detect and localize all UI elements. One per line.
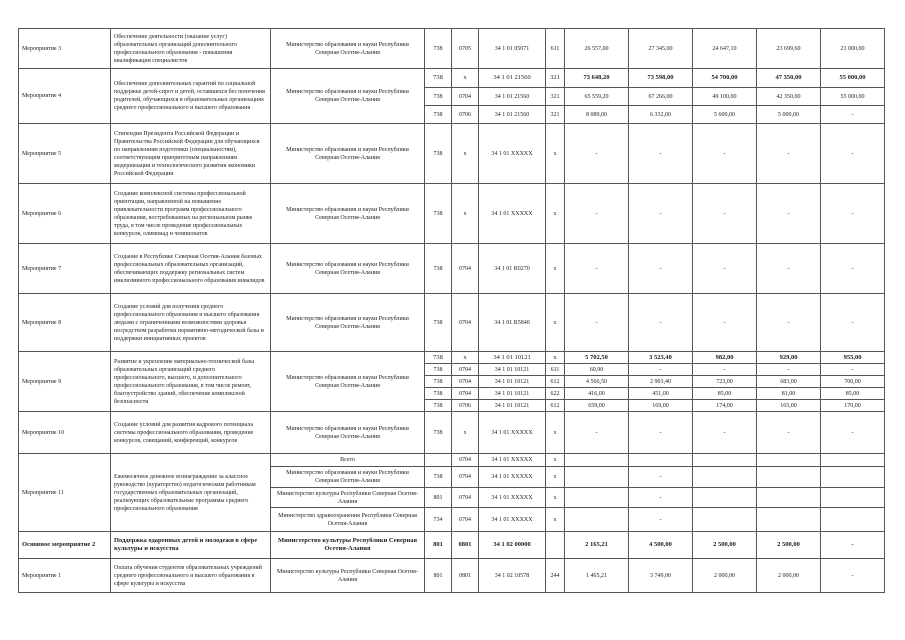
amount-1: 26 557,00 [565,29,629,69]
grbs-code: 738 [425,184,452,244]
rzpr-code: 0704 [452,294,479,352]
amount-1: - [565,244,629,294]
rzpr-code: 0704 [452,454,479,467]
amount-1: 416,00 [565,388,629,400]
amount-5: 85,00 [821,388,885,400]
amount-2: 451,00 [629,388,693,400]
vr-code: 622 [546,388,565,400]
responsible-executor: Министерство образования и науки Республики Северная Осетия-Алания [271,124,425,184]
rzpr-code: 0704 [452,467,479,488]
amount-4: 5 000,00 [757,106,821,124]
csr-code: 34 1 01 R0270 [479,244,546,294]
amount-3: 982,00 [693,352,757,364]
amount-5: 955,00 [821,352,885,364]
amount-3: 2 500,00 [693,532,757,559]
event-name: Мероприятие 10 [19,412,111,454]
amount-1: - [565,184,629,244]
grbs-code: 738 [425,388,452,400]
rzpr-code: 0706 [452,106,479,124]
amount-1: 659,00 [565,400,629,412]
amount-1: 4 566,50 [565,376,629,388]
amount-4 [757,454,821,467]
grbs-code: 738 [425,376,452,388]
amount-3 [693,454,757,467]
amount-5: - [821,412,885,454]
vr-code: 611 [546,29,565,69]
event-description: Обеспечение дополнительных гарантий по социальной поддержке детей-сирот и детей, оставшихся без попечения родителей, обучающихся в образовательных организациях среднего профессионального и высшего образования [111,69,271,124]
event-name: Мероприятие 9 [19,352,111,412]
event-description: Создание условий для развития кадрового потенциала системы профессионального образования, проведение конкурсов, совещаний, конференций, конкурсов [111,412,271,454]
event-name: Мероприятие 7 [19,244,111,294]
amount-2: 73 598,00 [629,69,693,88]
amount-2: - [629,364,693,376]
csr-code: 34 1 01 ХХХХХ [479,184,546,244]
amount-1 [565,508,629,532]
grbs-code: 738 [425,352,452,364]
csr-code: 34 1 01 ХХХХХ [479,124,546,184]
rzpr-code: х [452,69,479,88]
rzpr-code: 0704 [452,508,479,532]
vr-code: х [546,124,565,184]
event-description: Обеспечение деятельности (оказание услуг) образовательных организаций дополнительного профессионального образования - повышения квалификации специалистов [111,29,271,69]
amount-5: 55 000,00 [821,88,885,106]
amount-1: 5 702,50 [565,352,629,364]
vr-code: 612 [546,376,565,388]
table-row [19,412,885,454]
vr-code: х [546,244,565,294]
rzpr-code: х [452,184,479,244]
amount-2 [629,454,693,467]
responsible-executor: Всего [271,454,425,467]
table-row [19,454,885,467]
responsible-executor: Министерство образования и науки Республики Северная Осетия-Алания [271,294,425,352]
vr-code: 321 [546,69,565,88]
responsible-executor: Министерство образования и науки Республики Северная Осетия-Алания [271,352,425,412]
event-description: Создание комплексной системы профессиональной ориентации, направленной на повышение привлекательности программ профессионального образования, востребованных на региональном рынке труда, в том числе проведение профессиональных конкурсов, олимпиад и чемпионатов [111,184,271,244]
amount-4: - [757,124,821,184]
amount-3: 5 600,00 [693,106,757,124]
rzpr-code: 0706 [452,400,479,412]
responsible-executor: Министерство образования и науки Республики Северная Осетия-Алания [271,244,425,294]
vr-code: х [546,184,565,244]
vr-code: 611 [546,364,565,376]
amount-4: 683,00 [757,376,821,388]
csr-code: 34 1 01 ХХХХХ [479,488,546,508]
amount-4: - [757,364,821,376]
amount-4: 47 350,00 [757,69,821,88]
grbs-code: 738 [425,400,452,412]
csr-code: 34 1 01 ХХХХХ [479,412,546,454]
event-description: Оплата обучения студентов образовательных учреждений среднего профессионального и высшего образования в сфере культуры и искусства [111,559,271,593]
event-name: Мероприятие 3 [19,29,111,69]
responsible-executor: Министерство культуры Республики Северная Осетия-Алания [271,532,425,559]
csr-code: 34 1 01 21560 [479,69,546,88]
event-name: Мероприятие 5 [19,124,111,184]
amount-4: - [757,244,821,294]
amount-5: - [821,559,885,593]
amount-2: 67 266,00 [629,88,693,106]
amount-2: - [629,508,693,532]
grbs-code: 738 [425,29,452,69]
amount-3: - [693,244,757,294]
event-description: Стипендия Президента Российской Федерации и Правительства Российской Федерации для обучающихся по направлениям подготовки (специальностям), соответствующим приоритетным направлениям модернизации и технологического развития экономики Российской Федерации [111,124,271,184]
csr-code: 34 1 01 10121 [479,352,546,364]
amount-3: - [693,184,757,244]
grbs-code: 801 [425,559,452,593]
event-description: Развитие и укрепление материально-технической базы образовательных организаций среднего профессионального, высшего, и дополнительного профессионального образования, в том числе ремонт, благоустройство зданий, обеспечение комплексной безопасности [111,352,271,412]
amount-2: - [629,244,693,294]
table-row [19,29,885,69]
rzpr-code: 0801 [452,559,479,593]
event-name: Мероприятие 11 [19,454,111,532]
vr-code: х [546,508,565,532]
csr-code: 34 1 01 10121 [479,364,546,376]
csr-code: 34 1 01 10121 [479,388,546,400]
amount-5: - [821,106,885,124]
vr-code: 321 [546,88,565,106]
grbs-code: 738 [425,412,452,454]
amount-5: - [821,532,885,559]
event-description: Ежемесячное денежное вознаграждение за классное руководство (кураторство) педагогическим работникам государственных образовательных организаций, реализующих образовательные программы среднего профессионального образования [111,454,271,532]
amount-3 [693,467,757,488]
amount-2: 2 903,40 [629,376,693,388]
amount-5 [821,467,885,488]
grbs-code: 738 [425,244,452,294]
rzpr-code: х [452,412,479,454]
amount-3: - [693,124,757,184]
amount-3: 54 700,00 [693,69,757,88]
table-row [19,184,885,244]
amount-4: 2 500,00 [757,532,821,559]
amount-2: - [629,467,693,488]
vr-code: 612 [546,400,565,412]
amount-2: - [629,184,693,244]
csr-code: 34 1 02 00000 [479,532,546,559]
rzpr-code: х [452,124,479,184]
csr-code: 34 1 01 ХХХХХ [479,467,546,488]
amount-1 [565,454,629,467]
amount-5: - [821,244,885,294]
amount-1: 60,90 [565,364,629,376]
amount-4 [757,467,821,488]
responsible-executor: Министерство образования и науки Республики Северная Осетия-Алания [271,69,425,124]
amount-2: - [629,124,693,184]
csr-code: 34 1 01 10121 [479,376,546,388]
rzpr-code: 0704 [452,244,479,294]
amount-3: 24 647,10 [693,29,757,69]
rzpr-code: х [452,352,479,364]
amount-5 [821,508,885,532]
amount-2: 3 523,40 [629,352,693,364]
amount-1: 1 465,21 [565,559,629,593]
amount-1: 65 559,20 [565,88,629,106]
event-description: Создание условий для получения среднего профессионального образования и высшего образования людьми с ограниченными возможностями здоровья посредством разработки нормативно-методической базы и поддержки инициативных проектов [111,294,271,352]
table-row [19,244,885,294]
amount-1: 8 089,00 [565,106,629,124]
amount-3: - [693,364,757,376]
amount-2: 3 749,00 [629,559,693,593]
amount-1: - [565,294,629,352]
vr-code: х [546,467,565,488]
rzpr-code: 0704 [452,488,479,508]
amount-2: 27 345,00 [629,29,693,69]
amount-3 [693,488,757,508]
amount-5: 170,00 [821,400,885,412]
amount-4 [757,508,821,532]
responsible-executor: Министерство образования и науки Республики Северная Осетия-Алания [271,467,425,488]
grbs-code: 738 [425,124,452,184]
amount-3: - [693,294,757,352]
amount-5: - [821,184,885,244]
amount-3: 49 100,00 [693,88,757,106]
amount-3: 2 000,00 [693,559,757,593]
grbs-code: 738 [425,106,452,124]
csr-code: 34 1 01 ХХХХХ [479,508,546,532]
responsible-executor: Министерство образования и науки Республики Северная Осетия-Алания [271,29,425,69]
amount-2: 169,00 [629,400,693,412]
event-description: Создание в Республике Северная Осетия-Алания базовых профессиональных образовательных организаций, обеспечивающих поддержку региональных систем инклюзивного профессионального образования инвалидов [111,244,271,294]
event-description: Поддержка одаренных детей и молодежи в сфере культуры и искусства [111,532,271,559]
amount-5: - [821,124,885,184]
event-name: Основное мероприятие 2 [19,532,111,559]
amount-4: - [757,294,821,352]
csr-code: 34 1 01 R5840 [479,294,546,352]
amount-1 [565,488,629,508]
responsible-executor: Министерство культуры Республики Северная Осетия-Алания [271,559,425,593]
vr-code: х [546,412,565,454]
amount-3: 174,00 [693,400,757,412]
table-row [19,532,885,559]
csr-code: 34 1 01 ХХХХХ [479,454,546,467]
csr-code: 34 1 02 10578 [479,559,546,593]
table-row [19,294,885,352]
csr-code: 34 1 01 21560 [479,88,546,106]
amount-4 [757,488,821,508]
responsible-executor: Министерство культуры Республики Северная Осетия-Алания [271,488,425,508]
event-name: Мероприятие 6 [19,184,111,244]
amount-2: 6 332,00 [629,106,693,124]
rzpr-code: 0704 [452,88,479,106]
vr-code: х [546,488,565,508]
grbs-code: 738 [425,88,452,106]
amount-5: 55 000,00 [821,69,885,88]
grbs-code: 738 [425,69,452,88]
event-name: Мероприятие 1 [19,559,111,593]
amount-5 [821,454,885,467]
amount-2: - [629,412,693,454]
amount-4: 23 699,60 [757,29,821,69]
vr-code: 321 [546,106,565,124]
vr-code: 244 [546,559,565,593]
vr-code [546,532,565,559]
table-row [19,69,885,88]
amount-1 [565,467,629,488]
amount-4: 81,00 [757,388,821,400]
rzpr-code: 0704 [452,388,479,400]
rzpr-code: 0705 [452,29,479,69]
amount-3: 723,00 [693,376,757,388]
amount-4: 42 350,00 [757,88,821,106]
amount-1: - [565,412,629,454]
amount-1: - [565,124,629,184]
vr-code: х [546,454,565,467]
amount-2: - [629,294,693,352]
grbs-code: 801 [425,488,452,508]
amount-3 [693,508,757,532]
event-name: Мероприятие 8 [19,294,111,352]
amount-1: 73 648,20 [565,69,629,88]
rzpr-code: 0704 [452,376,479,388]
responsible-executor: Министерство образования и науки Республики Северная Осетия-Алания [271,412,425,454]
budget-table-page [18,28,884,593]
grbs-code [425,454,452,467]
amount-5: - [821,364,885,376]
amount-3: 85,00 [693,388,757,400]
amount-3: - [693,412,757,454]
amount-5: 21 000,00 [821,29,885,69]
budget-table [18,28,885,593]
vr-code: х [546,352,565,364]
responsible-executor: Министерство образования и науки Республики Северная Осетия-Алания [271,184,425,244]
amount-1: 2 165,21 [565,532,629,559]
amount-4: 165,00 [757,400,821,412]
grbs-code: 801 [425,532,452,559]
amount-5: 700,00 [821,376,885,388]
responsible-executor: Министерство здравоохранения Республики Северная Осетия-Алания [271,508,425,532]
grbs-code: 734 [425,508,452,532]
amount-5: - [821,294,885,352]
grbs-code: 738 [425,467,452,488]
amount-5 [821,488,885,508]
amount-4: 2 000,00 [757,559,821,593]
event-name: Мероприятие 4 [19,69,111,124]
vr-code: х [546,294,565,352]
amount-4: - [757,412,821,454]
csr-code: 34 1 01 05071 [479,29,546,69]
csr-code: 34 1 01 10121 [479,400,546,412]
table-row [19,124,885,184]
table-row [19,559,885,593]
rzpr-code: 0704 [452,364,479,376]
csr-code: 34 1 01 21560 [479,106,546,124]
rzpr-code: 0801 [452,532,479,559]
amount-4: 929,00 [757,352,821,364]
table-row [19,352,885,364]
amount-2: - [629,488,693,508]
amount-2: 4 500,00 [629,532,693,559]
grbs-code: 738 [425,364,452,376]
grbs-code: 738 [425,294,452,352]
amount-4: - [757,184,821,244]
